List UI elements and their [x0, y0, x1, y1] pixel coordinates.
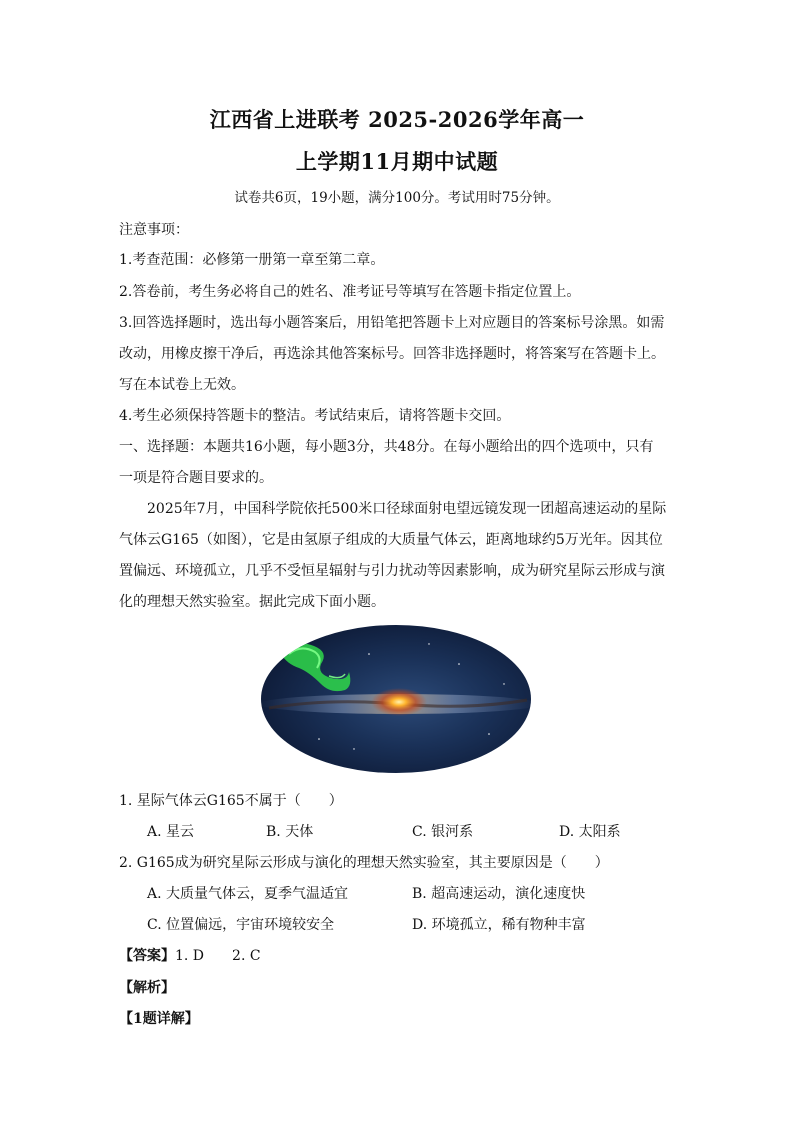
notice-heading: 注意事项：: [119, 222, 189, 238]
question-2-option-a[interactable]: A. 大质量气体云，夏季气温适宜: [147, 886, 349, 902]
notice-item: 4.考生必须保持答题卡的整洁。考试结束后，请将答题卡交回。: [119, 408, 511, 424]
question-2-option-d[interactable]: D. 环境孤立，稀有物种丰富: [412, 917, 586, 933]
question-2-stem: 2. G165成为研究星际云形成与演化的理想天然实验室，其主要原因是（ ）: [119, 855, 609, 871]
section-heading-cont: 一项是符合题目要求的。: [119, 470, 273, 486]
passage-line: 2025年7月，中国科学院依托500米口径球面射电望远镜发现一团超高速运动的星际: [147, 501, 667, 517]
exam-title-line1: 江西省上进联考 2025-2026学年高一: [209, 107, 585, 132]
analysis-label: 【解析】: [119, 980, 175, 996]
answer-line: [119, 945, 261, 965]
question-1-option-a[interactable]: A. 星云: [147, 824, 195, 840]
question-2-option-c[interactable]: C. 位置偏远，宇宙环境较安全: [147, 917, 335, 933]
question-1-option-b[interactable]: B. 天体: [266, 824, 314, 840]
passage-line: 化的理想天然实验室。据此完成下面小题。: [119, 594, 385, 610]
question-1-option-c[interactable]: C. 银河系: [412, 824, 474, 840]
passage-line: 置偏远、环境孤立，几乎不受恒星辐射与引力扰动等因素影响，成为研究星际云形成与演: [119, 563, 665, 579]
exam-title-line2: 上学期11月期中试题: [295, 149, 499, 174]
notice-item: 改动，用橡皮擦干净后，再选涂其他答案标号。回答非选择题时，将答案写在答题卡上。: [119, 346, 665, 362]
notice-item: 3.回答选择题时，选出每小题答案后，用铅笔把答题卡上对应题目的答案标号涂黑。如需: [119, 315, 665, 331]
section-heading: 一、选择题：本题共16小题，每小题3分，共48分。在每小题给出的四个选项中，只有: [119, 439, 654, 455]
passage-line: 气体云G165（如图），它是由氢原子组成的大质量气体云，距离地球约5万光年。因其位: [119, 532, 663, 548]
exam-subtitle: 试卷共6页，19小题，满分100分。考试用时75分钟。: [234, 190, 560, 206]
question-1-option-d[interactable]: D. 太阳系: [559, 824, 621, 840]
answer-label: 【答案】: [119, 948, 175, 964]
answer-value: 1. D 2. C: [175, 948, 261, 964]
question-1-stem: 1. 星际气体云G165不属于（ ）: [119, 793, 343, 809]
question-2-option-b[interactable]: B. 超高速运动，演化速度快: [412, 886, 586, 902]
notice-item: 1.考查范围：必修第一册第一章至第二章。: [119, 252, 385, 268]
notice-item: 写在本试卷上无效。: [119, 377, 245, 393]
notice-item: 2.答卷前，考生务必将自己的姓名、准考证号等填写在答题卡指定位置上。: [119, 284, 581, 300]
galaxy-image: [259, 624, 533, 774]
detail-label: 【1题详解】: [119, 1011, 199, 1027]
